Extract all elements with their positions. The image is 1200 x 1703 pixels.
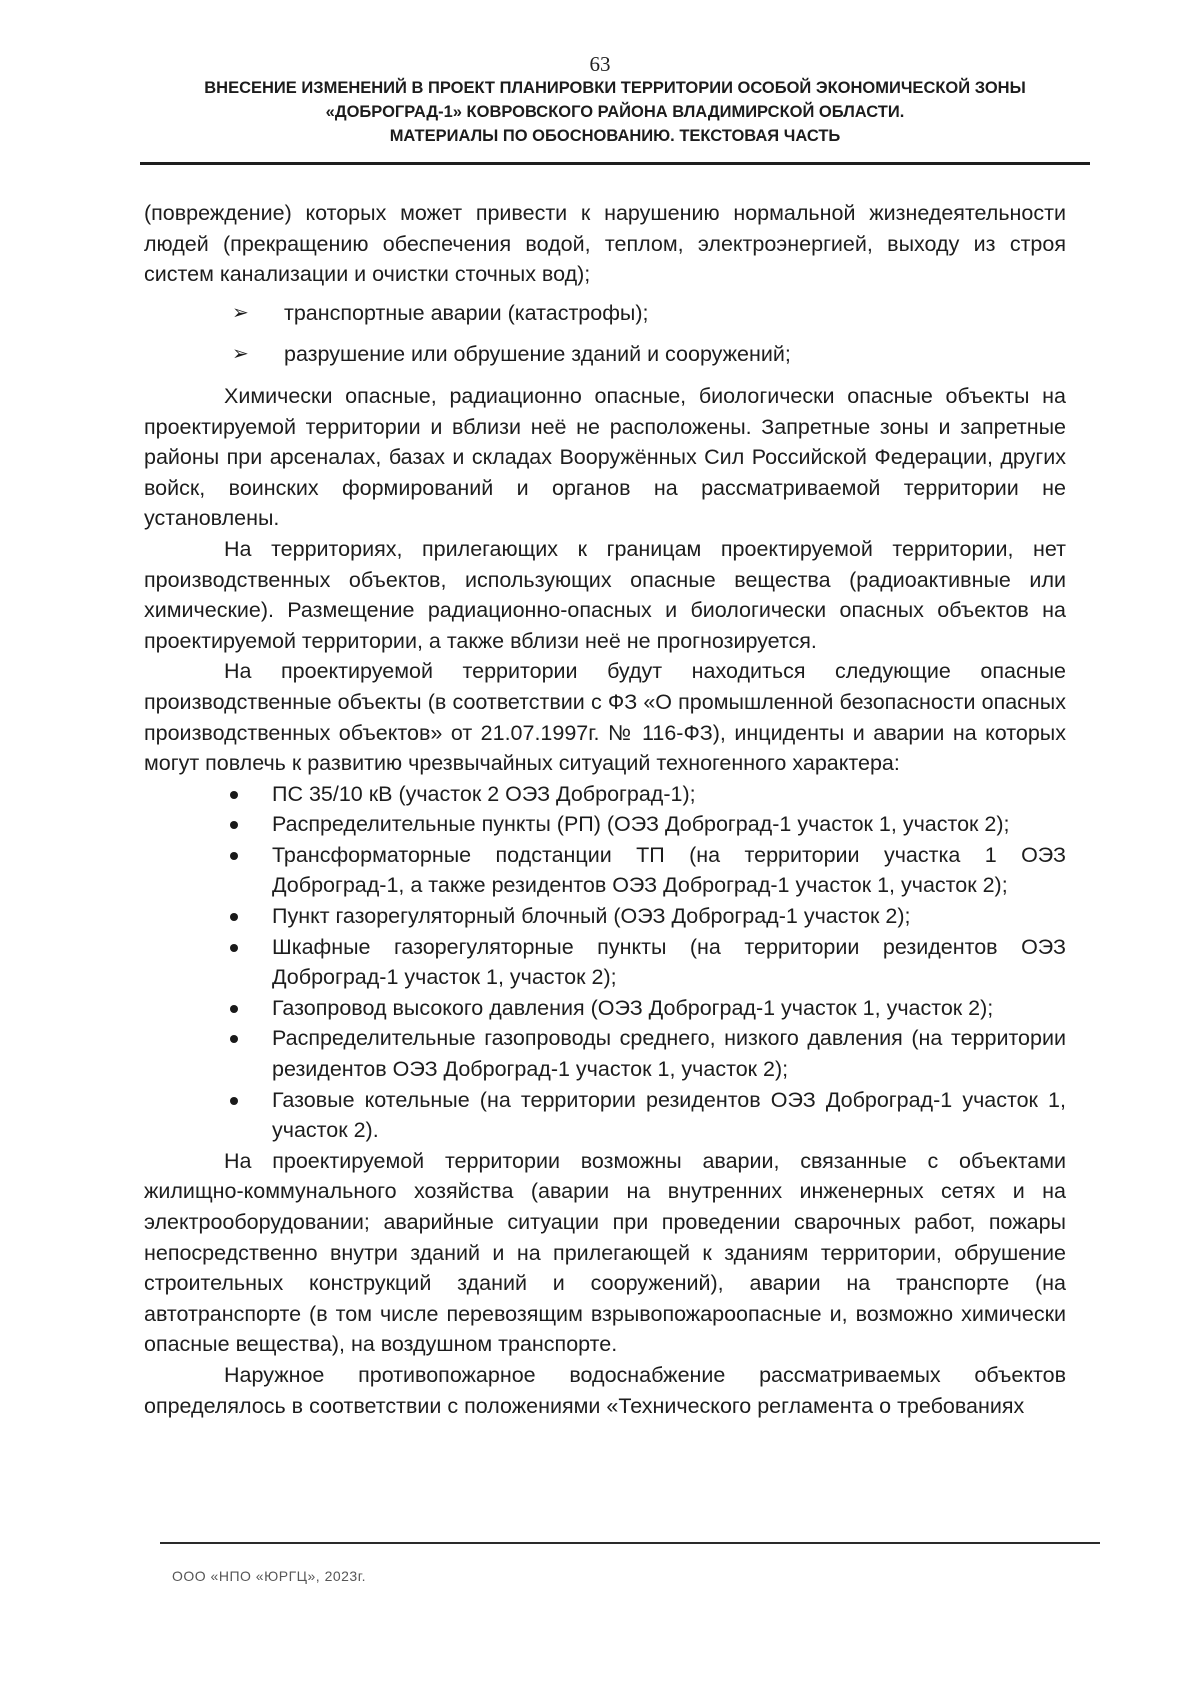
list-item-text: Распределительные газопроводы среднего, низкого давления (на территории резидентов ОЭЗ Доброград-1 участок 1, участок 2);: [272, 1026, 1066, 1082]
bullet-dot-icon: [230, 1035, 238, 1043]
paragraph-production-objects: На проектируемой территории будут находиться следующие опасные производственные объекты (в соответствии с ФЗ «О промышленной безопасности опасных производственных объектов» от 21.07.1997г. № 116-ФЗ), инциденты и аварии на которых могут повлечь к развитию чрезвычайных ситуаций техногенного характера:: [144, 659, 1066, 776]
list-item-text: ПС 35/10 кВ (участок 2 ОЭЗ Доброград-1);: [272, 781, 696, 806]
list-item: [144, 1023, 1066, 1084]
list-item: [144, 809, 1066, 840]
page-number: 63: [589, 52, 611, 76]
arrow-list-item-text: разрушение или обрушение зданий и сооружений;: [284, 342, 791, 367]
paragraph-hazardous-objects: Химически опасные, радиационно опасные, биологически опасные объекты на проектируемой территории и вблизи неё не расположены. Запретные зоны и запретные районы при арсеналах, базах и складах Вооружённых Сил Российской Федерации, других войск, воинских формирований и органов на рассматриваемой территории не установлены.: [144, 383, 1066, 531]
paragraph-fire-water-supply: Наружное противопожарное водоснабжение рассматриваемых объектов определялось в соответствии с положениями «Технического регламента о требованиях: [144, 1362, 1066, 1418]
header-divider: [140, 162, 1090, 165]
bullet-dot-icon: [230, 913, 238, 921]
arrow-list-item: [144, 339, 1066, 370]
bullet-dot-icon: [230, 944, 238, 952]
list-item-text: Шкафные газорегуляторные пункты (на территории резидентов ОЭЗ Доброград-1 участок 1, участок 2);: [272, 934, 1066, 990]
footer-divider: [160, 1542, 1100, 1544]
list-item-text: Трансформаторные подстанции ТП (на территории участка 1 ОЭЗ Доброград-1, а также резидентов ОЭЗ Доброград-1 участок 1, участок 2);: [272, 842, 1066, 898]
arrow-list-item: [144, 298, 1066, 329]
list-item: [144, 901, 1066, 932]
bullet-dot-icon: [230, 821, 238, 829]
list-item: [144, 840, 1066, 901]
bullet-dot-icon: [230, 1097, 238, 1105]
continuation-paragraph: (повреждение) которых может привести к нарушению нормальной жизнедеятельности людей (прекращению обеспечения водой, теплом, электроэнергией, выходу из строя систем канализации и очистки сточных вод);: [144, 201, 1066, 287]
paragraph-accidents: На проектируемой территории возможны аварии, связанные с объектами жилищно-коммунального хозяйства (аварии на внутренних инженерных сетях и на электрооборудовании; аварийные ситуации при проведении сварочных работ, пожары непосредственно внутри зданий и на прилегающей к зданиям территории, обрушение строительных конструкций зданий и сооружений), аварии на транспорте (на автотранспорте (в том числе перевозящим взрывопожароопасные и, возможно химически опасные вещества), на воздушном транспорте.: [144, 1148, 1066, 1357]
header-line-2: «ДОБРОГРАД-1» КОВРОВСКОГО РАЙОНА ВЛАДИМИРСКОЙ ОБЛАСТИ.: [325, 103, 905, 121]
paragraph-adjacent-territories: На территориях, прилегающих к границам проектируемой территории, нет производственных объектов, использующих опасные вещества (радиоактивные или химические). Размещение радиационно-опасных и биологически опасных объектов на проектируемой территории, а также вблизи неё не прогнозируется.: [144, 536, 1066, 653]
list-item-text: Распределительные пункты (РП) (ОЭЗ Доброград-1 участок 1, участок 2);: [272, 812, 1010, 837]
list-item-text: Газовые котельные (на территории резидентов ОЭЗ Доброград-1 участок 1, участок 2).: [272, 1087, 1066, 1143]
document-body: [144, 198, 1066, 1421]
bullet-dot-icon: [230, 852, 238, 860]
arrow-bullet-icon: ➢: [232, 343, 249, 366]
footer-company: ООО «НПО «ЮРГЦ», 2023г.: [172, 1568, 366, 1584]
list-item: [144, 779, 1066, 810]
header-line-3: МАТЕРИАЛЫ ПО ОБОСНОВАНИЮ. ТЕКСТОВАЯ ЧАСТЬ: [389, 127, 841, 145]
list-item-text: Пункт газорегуляторный блочный (ОЭЗ Доброград-1 участок 2);: [272, 904, 911, 929]
hazardous-objects-list: [144, 779, 1066, 1146]
list-item-text: Газопровод высокого давления (ОЭЗ Доброград-1 участок 1, участок 2);: [272, 995, 994, 1020]
arrow-list: [144, 298, 1066, 370]
arrow-list-item-text: транспортные аварии (катастрофы);: [284, 300, 649, 325]
arrow-bullet-icon: ➢: [232, 301, 249, 324]
bullet-dot-icon: [230, 791, 238, 799]
bullet-dot-icon: [230, 1005, 238, 1013]
document-header: [140, 76, 1090, 148]
header-line-1: ВНЕСЕНИЕ ИЗМЕНЕНИЙ В ПРОЕКТ ПЛАНИРОВКИ ТЕРРИТОРИИ ОСОБОЙ ЭКОНОМИЧЕСКОЙ ЗОНЫ: [204, 79, 1026, 97]
list-item: [144, 993, 1066, 1024]
list-item: [144, 932, 1066, 993]
list-item: [144, 1085, 1066, 1146]
